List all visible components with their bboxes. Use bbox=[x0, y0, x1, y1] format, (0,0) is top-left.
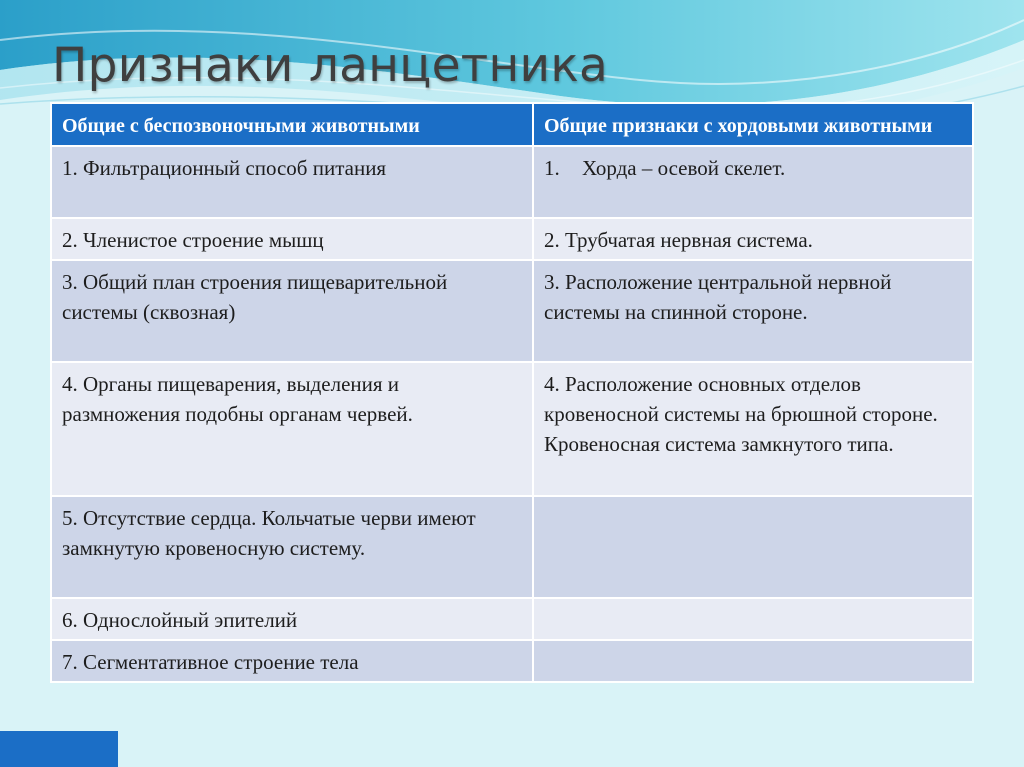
footer-accent-bar bbox=[0, 731, 118, 767]
table-row bbox=[51, 598, 973, 640]
features-table bbox=[50, 102, 974, 683]
slide-title: Признаки ланцетника bbox=[52, 38, 609, 93]
table-row bbox=[51, 218, 973, 260]
cell-right: 3. Расположение центральной нервной системы на спинной стороне. bbox=[533, 260, 973, 362]
table-header-row bbox=[51, 103, 973, 146]
cell-left: 3. Общий план строения пищеварительной системы (сквозная) bbox=[51, 260, 533, 362]
table-row bbox=[51, 640, 973, 682]
cell-right: 4. Расположение основных отделов кровеносной системы на брюшной стороне. Кровеносная система замкнутого типа. bbox=[533, 362, 973, 496]
header-chordates: Общие признаки с хордовыми животными bbox=[533, 103, 973, 146]
cell-right-text: Хорда – осевой скелет. bbox=[582, 156, 786, 180]
table-row bbox=[51, 146, 973, 218]
cell-left: 5. Отсутствие сердца. Кольчатые черви имеют замкнутую кровеносную систему. bbox=[51, 496, 533, 598]
cell-left: 1. Фильтрационный способ питания bbox=[51, 146, 533, 218]
cell-left: 7. Сегментативное строение тела bbox=[51, 640, 533, 682]
cell-right bbox=[533, 146, 973, 218]
header-invertebrates: Общие с беспозвоночными животными bbox=[51, 103, 533, 146]
cell-right bbox=[533, 598, 973, 640]
table-row bbox=[51, 496, 973, 598]
cell-right: 2. Трубчатая нервная система. bbox=[533, 218, 973, 260]
table-row bbox=[51, 260, 973, 362]
cell-left: 4. Органы пищеварения, выделения и размножения подобны органам червей. bbox=[51, 362, 533, 496]
list-marker: 1. bbox=[544, 156, 560, 180]
table-row bbox=[51, 362, 973, 496]
cell-right bbox=[533, 496, 973, 598]
cell-left: 2. Членистое строение мышц bbox=[51, 218, 533, 260]
cell-left: 6. Однослойный эпителий bbox=[51, 598, 533, 640]
cell-right bbox=[533, 640, 973, 682]
